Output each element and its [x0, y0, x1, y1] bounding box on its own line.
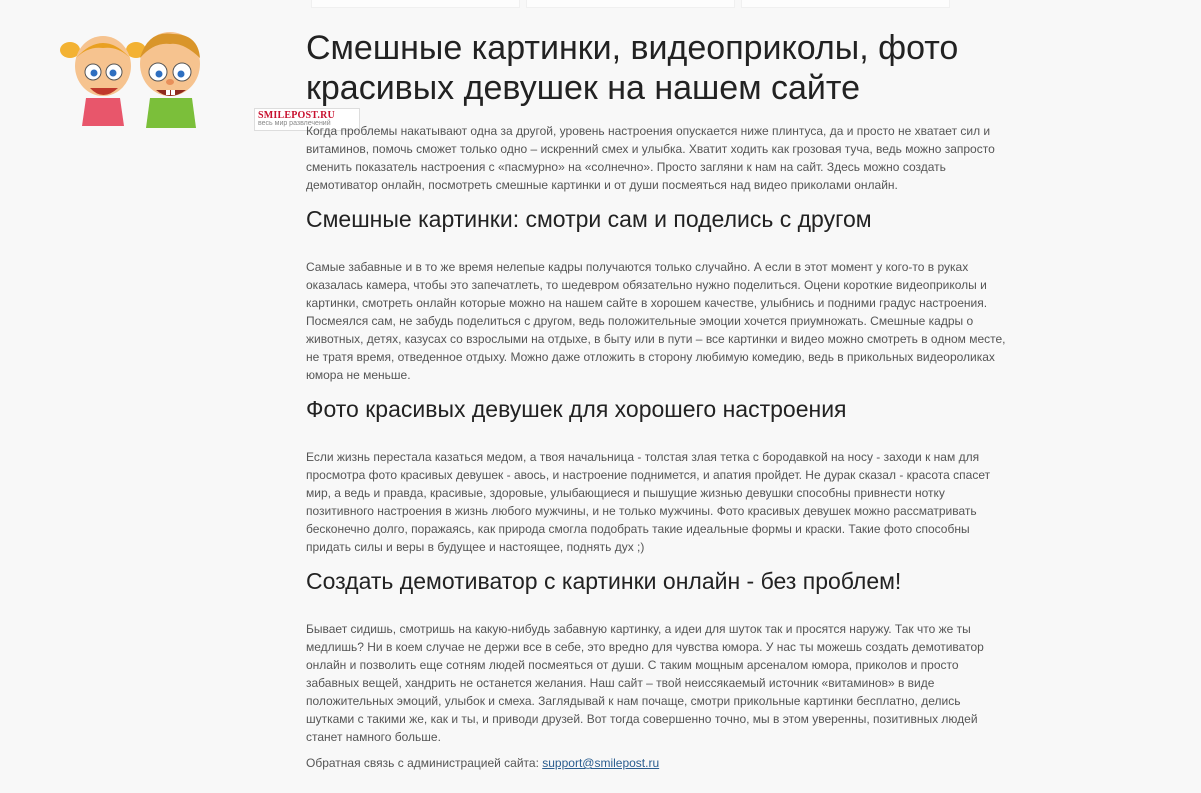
site-logo[interactable] [58, 28, 335, 138]
top-tab[interactable] [741, 0, 950, 8]
contact-email-link[interactable]: support@smilepost.ru [542, 756, 660, 770]
section-heading-demotivator: Создать демотиватор с картинки онлайн - без проблем! [306, 568, 902, 594]
logo-subtitle: весь мир развлечений [258, 120, 331, 127]
section-heading-pictures: Смешные картинки: смотри сам и поделись с другом [306, 206, 872, 232]
section-text-demotivator: Бывает сидишь, смотришь на какую-нибудь забавную картинку, а идеи для шуток так и просятся наружу. Так что же ты медлишь? Ни в коем случае не держи все в себе, это вредно для чувства юмора. У нас ты можешь создать демотиватор онлайн и позволить еще сотням людей посмеяться от души. С таким мощным арсеналом юмора, приколов и просто забавных вещей, хандрить не останется желания. Наш сайт – твой неиссякаемый источник «витаминов» в виде положительных эмоций, улыбок и смеха. Заглядывай к нам почаще, смотри прикольные картинки бесплатно, делись шутками с такими же, как и ты, и приводи друзей. Вот тогда совершенно точно, мы в этом уверенны, позитивных людей станет намного больше. [306, 622, 984, 744]
cartoon-kids-icon [58, 28, 208, 138]
intro-paragraph: Когда проблемы накатывают одна за другой, уровень настроения опускается ниже плинтуса, да и просто не хватает сил и витаминов, помочь сможет только одно – искренний смех и улыбка. Хватит ходить как грозовая туча, ведь можно запросто сменить показатель настроения с «пасмурно» на «солнечно». Просто загляни к нам на сайт. Здесь можно создать демотиватор онлайн, посмотреть смешные картинки и от души посмеяться над видео приколами онлайн. [306, 124, 995, 192]
top-tab[interactable] [526, 0, 735, 8]
logo-title: SMILEPOST.RU [258, 110, 335, 121]
page-title: Смешные картинки, видеоприколы, фото красивых девушек на нашем сайте [306, 29, 959, 107]
top-tabs [311, 0, 950, 8]
main-content [306, 28, 1006, 772]
section-text-pictures: Самые забавные и в то же время нелепые кадры получаются только случайно. А если в этот момент у кого-то в руках оказалась камера, чтобы это запечатлеть, то шедевром обязательно нужно поделиться. Оцени короткие видеоприколы и картинки, смотреть онлайн которые можно на нашем сайте в хорошем качестве, улыбнись и подними градус настроения. Посмеялся сам, не забудь поделиться с другом, ведь положительные эмоции хочется приумножать. Смешные кадры о животных, детях, казусах со взрослыми на отдыхе, в быту или в пути – все картинки и видео можно смотреть в одном месте, не тратя время, отведенное отдыху. Можно даже отложить в сторону любимую комедию, ведь в прикольных видеороликах юмора не меньше. [306, 260, 1006, 382]
top-tab[interactable] [311, 0, 520, 8]
contact-label: Обратная связь с администрацией сайта: [306, 756, 543, 770]
section-text-girls: Если жизнь перестала казаться медом, а твоя начальница - толстая злая тетка с бородавкой на носу - заходи к нам для просмотра фото красивых девушек - авось, и настроение поднимется, и апатия пройдет. Не дурак сказал - красота спасет мир, а ведь и правда, красивые, здоровые, улыбающиеся и пышущие жизнью девушки способны привнести нотку позитивного настроения в жизнь любого мужчины, и не только мужчины. Фото красивых девушек можно рассматривать бесконечно долго, поражаясь, как природа смогла подобрать такие идеальные формы и краски. Такие фото способны придать силы и веры в будущее и настоящее, поднять дух ;) [306, 450, 991, 554]
section-heading-girls: Фото красивых девушек для хорошего настроения [306, 396, 847, 422]
contact-line [306, 754, 1006, 772]
